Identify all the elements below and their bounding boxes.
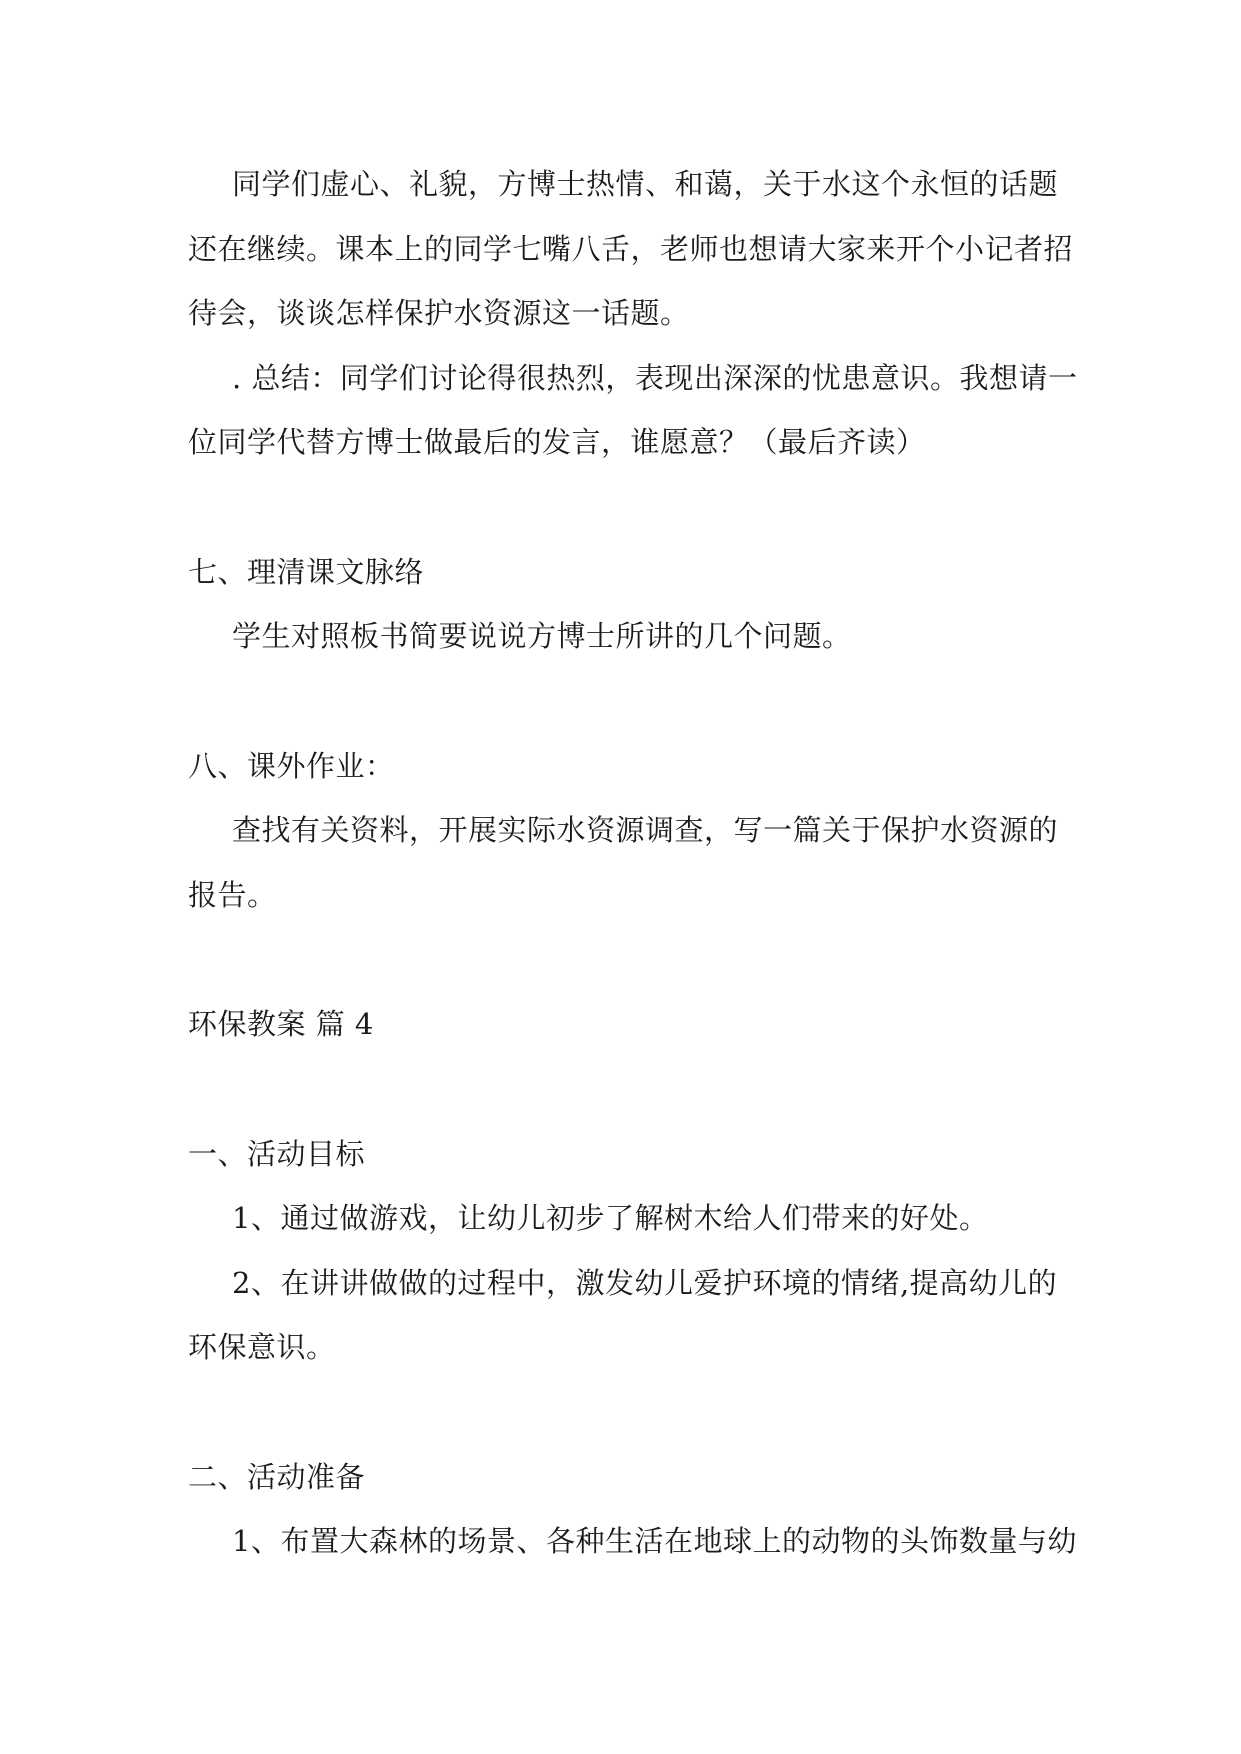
paragraph-line: 查找有关资料，开展实际水资源调查，写一篇关于保护水资源的 xyxy=(232,813,1059,847)
section-heading: 七、理清课文脉络 xyxy=(188,555,425,589)
list-item: 1、布置大森林的场景、各种生活在地球上的动物的头饰数量与幼 xyxy=(232,1524,1077,1558)
paragraph-line: 待会，谈谈怎样保护水资源这一话题。 xyxy=(188,296,690,330)
section-heading: 八、课外作业： xyxy=(188,749,395,783)
list-item: 2、在讲讲做做的过程中，激发幼儿爱护环境的情绪,提高幼儿的 xyxy=(232,1266,1058,1300)
section-heading: 一、活动目标 xyxy=(188,1137,366,1171)
section-heading: 二、活动准备 xyxy=(188,1460,366,1494)
paragraph-line: 环保意识。 xyxy=(188,1330,336,1364)
paragraph-line: 还在继续。课本上的同学七嘴八舌，老师也想请大家来开个小记者招 xyxy=(188,232,1074,266)
document-title: 环保教案 篇 4 xyxy=(188,1007,374,1041)
paragraph-line: 报告。 xyxy=(188,878,277,912)
list-item: 1、通过做游戏，让幼儿初步了解树木给人们带来的好处。 xyxy=(232,1201,989,1235)
paragraph-line: 同学们虚心、礼貌，方博士热情、和蔼，关于水这个永恒的话题 xyxy=(232,167,1059,201)
paragraph-line: . 总结：同学们讨论得很热烈，表现出深深的忧患意识。我想请一 xyxy=(232,361,1078,395)
paragraph-line: 学生对照板书简要说说方博士所讲的几个问题。 xyxy=(232,619,852,653)
paragraph-line: 位同学代替方博士做最后的发言，谁愿意？（最后齐读） xyxy=(188,425,926,459)
